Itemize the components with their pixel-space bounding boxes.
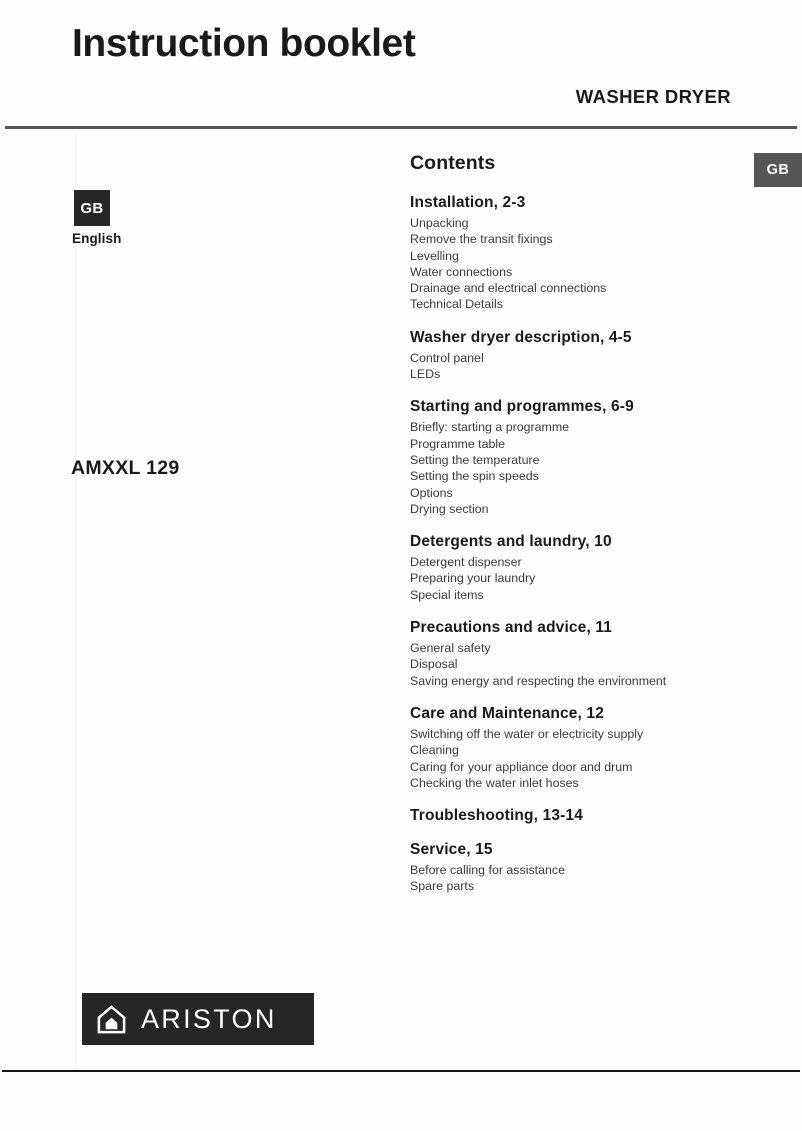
toc-section-heading[interactable]: Troubleshooting, 13-14 (410, 807, 583, 825)
toc-subitem[interactable]: Water connections (410, 264, 513, 279)
toc-section-heading[interactable]: Precautions and advice, 11 (410, 619, 613, 637)
toc-subitem[interactable]: Disposal (410, 657, 458, 672)
language-name: English (72, 231, 122, 246)
toc-subitem[interactable]: Control panel (410, 350, 484, 365)
toc-subitem[interactable]: Setting the spin speeds (410, 469, 539, 484)
table-of-contents (410, 152, 740, 895)
toc-subitem[interactable]: Checking the water inlet hoses (410, 775, 579, 790)
toc-subitem[interactable]: Special items (410, 587, 484, 602)
toc-subitem[interactable]: Levelling (410, 248, 459, 263)
toc-section-heading[interactable]: Detergents and laundry, 10 (410, 533, 612, 551)
toc-section (410, 398, 740, 517)
toc-subitem[interactable]: Drainage and electrical connections (410, 281, 607, 296)
model-number: AMXXL 129 (71, 457, 180, 479)
toc-section-heading[interactable]: Service, 15 (410, 841, 493, 859)
toc-section (410, 619, 740, 689)
header-divider (5, 126, 797, 129)
toc-subitem[interactable]: Detergent dispenser (410, 555, 522, 570)
toc-subitem[interactable]: General safety (410, 641, 491, 656)
footer-divider (2, 1070, 800, 1072)
house-icon (96, 1004, 127, 1035)
toc-subitem[interactable]: Briefly: starting a programme (410, 420, 570, 435)
toc-subitem[interactable]: Switching off the water or electricity supply (410, 726, 644, 741)
contents-title: Contents (410, 152, 496, 174)
toc-subitem[interactable]: Unpacking (410, 216, 469, 230)
toc-section-heading[interactable]: Care and Maintenance, 12 (410, 704, 604, 722)
toc-subitem[interactable]: Preparing your laundry (410, 571, 536, 586)
contents-sections (410, 194, 740, 895)
brand-name: ARISTON (141, 1003, 277, 1034)
toc-section-heading[interactable]: Installation, 2-3 (410, 194, 526, 211)
language-edge-tab-label: GB (766, 162, 790, 178)
toc-subitem[interactable]: Options (410, 485, 453, 500)
toc-subitem[interactable]: Spare parts (410, 879, 475, 894)
toc-subitem[interactable]: Programme table (410, 436, 506, 451)
brand-logo (82, 993, 314, 1045)
page-title: Instruction booklet (72, 22, 416, 65)
toc-subitem[interactable]: Saving energy and respecting the environment (410, 673, 667, 688)
column-divider (75, 131, 76, 1069)
toc-section-heading[interactable]: Starting and programmes, 6-9 (410, 398, 634, 416)
toc-subitem[interactable]: Caring for your appliance door and drum (410, 759, 633, 774)
toc-section (410, 807, 740, 825)
toc-subitem[interactable]: Remove the transit fixings (410, 232, 553, 247)
toc-subitem[interactable]: Drying section (410, 501, 489, 516)
toc-subitem[interactable]: Setting the temperature (410, 452, 540, 467)
toc-subitem[interactable]: Before calling for assistance (410, 863, 565, 878)
toc-section (410, 329, 740, 383)
language-badge-label: GB (80, 199, 104, 217)
toc-section (410, 533, 740, 603)
language-edge-tab (754, 153, 802, 187)
language-badge (74, 190, 110, 226)
product-type-label: WASHER DRYER (575, 86, 731, 107)
toc-section (410, 841, 740, 895)
toc-section (410, 705, 740, 791)
toc-subitem[interactable]: Technical Details (410, 297, 503, 312)
toc-section (410, 194, 740, 313)
toc-subitem[interactable]: Cleaning (410, 743, 459, 758)
toc-subitem[interactable]: LEDs (410, 367, 441, 382)
toc-section-heading[interactable]: Washer dryer description, 4-5 (410, 328, 632, 346)
